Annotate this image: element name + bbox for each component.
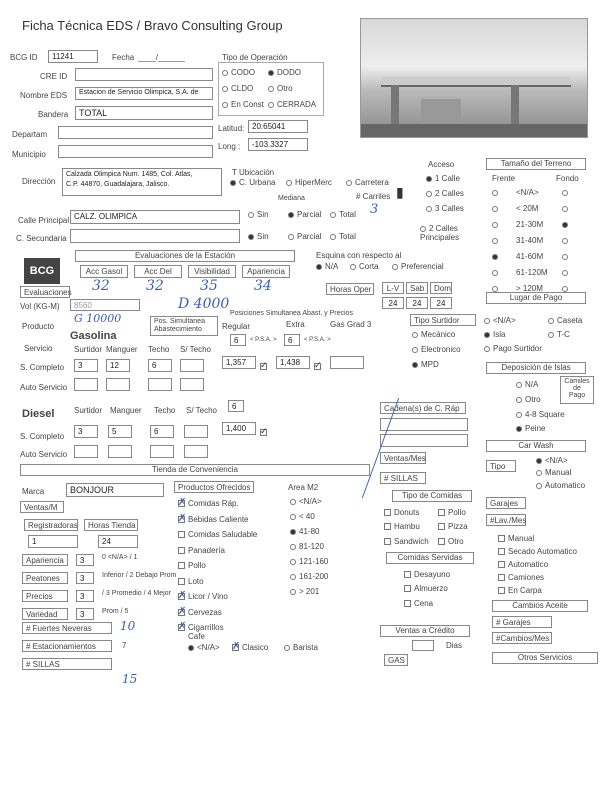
- score-label-precios: Precios: [22, 590, 68, 602]
- pago-na-radio[interactable]: <N/A>: [484, 316, 516, 325]
- area-label: 41-80: [299, 527, 320, 536]
- pos-simult-header: Posiciones Simultanea Abast. y Precios: [230, 310, 353, 317]
- bandera-field[interactable]: TOTAL: [75, 106, 213, 120]
- evaluaciones-tag: Evaluaciones: [20, 286, 70, 298]
- acceso-2-calles-radio[interactable]: 2 Calles: [426, 189, 464, 198]
- eval-col-header: Apariencia: [242, 265, 290, 278]
- acceso-principales-radio[interactable]: 2 Calles Principales: [420, 224, 460, 242]
- pollo-check[interactable]: Pollo: [438, 508, 466, 517]
- frente-radio-4[interactable]: [492, 252, 501, 261]
- regular-label: Regular: [222, 322, 251, 331]
- score-field-precios[interactable]: 3: [76, 590, 94, 602]
- hambu-check[interactable]: Hambu: [384, 522, 420, 531]
- area-label: <N/A>: [299, 497, 322, 506]
- cre-id-field[interactable]: [75, 68, 213, 81]
- diesel-service-field[interactable]: 5: [108, 425, 132, 438]
- acceso-label: Acceso: [428, 160, 455, 169]
- grad3-price-field[interactable]: [330, 356, 364, 369]
- dia-header: Dom: [430, 282, 452, 294]
- fecha-label: Fecha: [112, 53, 135, 62]
- ubicacion-label: T Ubicación: [232, 168, 275, 177]
- credito-pct-field[interactable]: [412, 640, 434, 651]
- frente-radio-0[interactable]: [492, 188, 501, 197]
- horas-oper-label: Horas Oper: [326, 283, 374, 295]
- tipo-comidas-header: Tipo de Comidas: [392, 490, 472, 502]
- eval-col-header: Acc Del: [134, 265, 182, 278]
- diesel-auto-field[interactable]: [150, 445, 174, 458]
- desayuno-check[interactable]: Desayuno: [404, 570, 450, 579]
- diesel-service-field[interactable]: 6: [150, 425, 174, 438]
- gas-service-field[interactable]: 3: [74, 359, 98, 372]
- cambios-aceite-header: Cambios Aceite: [492, 600, 588, 612]
- producto-label: Cigarrillos: [188, 623, 224, 632]
- otros-servicios-header: Otros Servicios: [492, 652, 598, 664]
- sandwich-check[interactable]: Sandwich: [384, 537, 429, 546]
- cafe-na-radio[interactable]: <N/A>: [188, 643, 220, 652]
- direccion-line-1: Calzada Olimpica Num. 1485, Col. Atlas,: [66, 171, 193, 178]
- horas-field[interactable]: 24: [406, 297, 428, 309]
- score-label-peatones: Peatones: [22, 572, 68, 584]
- nombre-field[interactable]: Estacion de Servicio Olimpica, S.A. de: [75, 87, 213, 100]
- bcg-logo: BCG: [24, 258, 60, 284]
- producto-check[interactable]: [178, 577, 204, 586]
- score-field-peatones[interactable]: 3: [76, 572, 94, 584]
- deposicion-peine-radio[interactable]: Peine: [516, 424, 545, 433]
- diesel-label: Diesel: [22, 408, 55, 420]
- area-label: 121-160: [299, 557, 329, 566]
- donuts-check[interactable]: Donuts: [384, 508, 419, 517]
- producto-check[interactable]: [178, 546, 225, 555]
- diesel-manguer-label: Manguer: [110, 406, 142, 415]
- carriles-label: # Carriles: [356, 192, 391, 201]
- eval-col-value: 32: [146, 278, 164, 294]
- vol-field[interactable]: 8560: [70, 299, 140, 311]
- score-label-variedad: Variedad: [22, 608, 68, 620]
- gas-service-field[interactable]: 6: [148, 359, 172, 372]
- fondo-radio-1[interactable]: [562, 204, 571, 213]
- producto-label: Pollo: [188, 561, 206, 570]
- servicio-secado-check[interactable]: Secado Automatico: [498, 547, 577, 556]
- otro-comida-check[interactable]: Otro: [438, 537, 464, 546]
- area-radio[interactable]: [290, 557, 328, 566]
- municipio-label: Municipio: [12, 150, 46, 159]
- direccion-label: Dirección: [22, 177, 56, 186]
- score-field-variedad[interactable]: 3: [76, 608, 94, 620]
- frente-radio-6[interactable]: [492, 284, 501, 293]
- diesel-price-check[interactable]: [260, 424, 270, 442]
- mediana-sin-radio[interactable]: Sin: [248, 210, 269, 219]
- latitud-label: Latitud:: [218, 124, 245, 133]
- frente-label: Frente: [492, 174, 516, 183]
- tamano-row-label: 41-60M: [516, 252, 544, 261]
- horas-tienda-label: Horas Tienda: [84, 519, 138, 531]
- tamano-row-label: 31-40M: [516, 236, 544, 245]
- cerrada-radio[interactable]: CERRADA: [268, 100, 316, 109]
- sec-parcial-radio[interactable]: Parcial: [288, 232, 321, 241]
- producto-label: Cervezas: [188, 607, 222, 617]
- carretera-radio[interactable]: Carretera: [346, 178, 389, 187]
- handwritten-line: [362, 398, 459, 498]
- servicio-automatico-check[interactable]: Automatico: [498, 560, 548, 569]
- area-radio[interactable]: [290, 497, 322, 506]
- eval-col-value: 32: [92, 278, 110, 294]
- dia-header: Sab: [406, 282, 428, 294]
- producto-label: Panadería: [188, 545, 225, 555]
- sillas-label: # SILLAS: [380, 472, 426, 484]
- nombre-label: Nombre EDS: [20, 91, 68, 100]
- producto-label: Comidas Saludable: [188, 530, 258, 539]
- diesel-auto-servicio-label: Auto Servicio: [20, 450, 68, 459]
- score-scale: / 3 Promedio / 4 Mejor: [102, 590, 171, 597]
- fondo-radio-5[interactable]: [562, 268, 571, 277]
- calle-principal-field[interactable]: CALZ. OLIMPICA: [70, 210, 240, 224]
- page-title: Ficha Técnica EDS / Bravo Consulting Group: [22, 18, 283, 33]
- regular-psa: < P.S.A. >: [250, 337, 277, 343]
- tienda-sillas-value: 15: [122, 672, 138, 686]
- car-wash-tipo-label: Tipo: [486, 460, 516, 472]
- gas-auto-field[interactable]: [180, 378, 204, 391]
- regular-price-check[interactable]: [260, 358, 270, 376]
- diesel-price-field[interactable]: 1,400: [222, 422, 256, 435]
- garajes2-label: # Garajes: [492, 616, 552, 628]
- area-radio[interactable]: [290, 527, 319, 536]
- frente-radio-5[interactable]: [492, 268, 501, 277]
- pago-caseta-radio[interactable]: Caseta: [548, 316, 582, 325]
- estacionamientos-label: # Estacionamientos: [22, 640, 112, 652]
- extra-label: Extra: [286, 320, 305, 329]
- c-secundaria-field[interactable]: [70, 229, 240, 243]
- score-scale: 0 <N/A> / 1: [102, 554, 138, 561]
- marca-field[interactable]: BONJOUR: [66, 483, 164, 497]
- producto-label: Loto: [188, 576, 204, 586]
- diesel-auto-field[interactable]: [108, 445, 132, 458]
- fondo-radio-0[interactable]: [562, 188, 571, 197]
- s-completo-label: S. Completo: [20, 363, 65, 372]
- ventas-mes-label: Ventas/Mes: [380, 452, 426, 464]
- deposicion-na-radio[interactable]: N/A: [516, 380, 538, 389]
- direccion-field[interactable]: [62, 168, 222, 196]
- area-radio[interactable]: [290, 572, 328, 581]
- area-radio[interactable]: [290, 542, 324, 551]
- tamano-row-label: 61-120M: [516, 268, 548, 277]
- station-photo: [360, 18, 588, 138]
- frente-radio-3[interactable]: [492, 236, 501, 245]
- horas-field[interactable]: 24: [430, 297, 452, 309]
- bcg-id-field[interactable]: 11241: [48, 50, 98, 63]
- esquina-na-radio[interactable]: N/A: [316, 262, 338, 271]
- manguer-label: Manguer: [106, 345, 138, 354]
- cafe-label: Cafe: [188, 632, 205, 641]
- gas-label: GAS: [384, 654, 408, 666]
- servicio-en-carpa-check[interactable]: En Carpa: [498, 586, 542, 595]
- frente-radio-2[interactable]: [492, 220, 501, 229]
- score-field-apariencia[interactable]: 3: [76, 554, 94, 566]
- long-label: Long :: [218, 142, 241, 151]
- camiles-pago-label: Camiles de Pago: [560, 376, 594, 404]
- mpd-radio[interactable]: MPD: [412, 360, 439, 369]
- fondo-label: Fondo: [556, 174, 579, 183]
- comidas-servidas-header: Comidas Servidas: [386, 552, 474, 564]
- s-techo-label: S/ Techo: [180, 345, 211, 354]
- long-field[interactable]: -103.3327: [248, 138, 308, 151]
- cldo-radio[interactable]: CLDO: [222, 84, 253, 93]
- fecha-field[interactable]: ____/______: [138, 53, 185, 62]
- registradoras-field[interactable]: 1: [28, 535, 78, 548]
- gas-service-field[interactable]: 12: [106, 359, 130, 372]
- cambios-mes-label: #Cambios/Mes: [492, 632, 552, 644]
- cadena-label: Cadena(s) de C. Ráp: [380, 402, 466, 414]
- sec-sin-radio[interactable]: Sin: [248, 232, 269, 241]
- fondo-radio-3[interactable]: [562, 236, 571, 245]
- techo-label: Techo: [148, 345, 170, 354]
- diesel-pos-field[interactable]: 6: [228, 400, 244, 412]
- tienda-header: Tienda de Conveniencia: [20, 464, 370, 476]
- area-m2-label: Area M2: [288, 483, 319, 492]
- almuerzo-check[interactable]: Almuerzo: [404, 584, 448, 593]
- regular-pos-field[interactable]: 6: [230, 334, 246, 346]
- mediana-label: Mediana: [278, 195, 305, 202]
- eval-col-header: Acc Gasol: [80, 265, 128, 278]
- otro-radio[interactable]: Otro: [268, 84, 293, 93]
- servicio-label: Servicio: [24, 344, 53, 353]
- tienda-sillas-label: # SILLAS: [22, 658, 112, 670]
- tipo-surtidor-label: Tipo Surtidor: [410, 314, 476, 326]
- sec-total-radio[interactable]: Total: [330, 232, 356, 241]
- regular-price-field[interactable]: 1,357: [222, 356, 256, 369]
- score-scale: Prom / 5: [102, 608, 129, 615]
- municipio-field[interactable]: [58, 145, 213, 158]
- ventas-credito-header: Ventas a Crédito: [380, 625, 470, 637]
- esquina-corta-radio[interactable]: Corta: [350, 262, 379, 271]
- extra-pos-field[interactable]: 6: [284, 334, 300, 346]
- acceso-3-calles-radio[interactable]: 3 Calles: [426, 204, 464, 213]
- cafe-clasico-radio[interactable]: ✗ Clasico: [232, 643, 268, 652]
- mediana-total-radio[interactable]: Total: [330, 210, 356, 219]
- servicio-camiones-check[interactable]: Camiones: [498, 573, 544, 582]
- registradoras-label: Registradoras: [24, 519, 78, 531]
- departam-label: Departam: [12, 130, 48, 139]
- esquina-preferencial-radio[interactable]: Preferencial: [392, 262, 444, 271]
- pizza-check[interactable]: Pizza: [438, 522, 468, 531]
- area-label: < 40: [299, 512, 315, 521]
- area-label: 81-120: [299, 542, 324, 551]
- car-wash-manual-radio[interactable]: Manual: [536, 468, 571, 477]
- calle-principal-label: Calle Principal: [18, 216, 70, 225]
- score-scale: Inferior / 2 Debajo Prom: [102, 572, 177, 579]
- pago-isla-radio[interactable]: Isla: [484, 330, 505, 339]
- diesel-auto-field[interactable]: [74, 445, 98, 458]
- deposicion-square-radio[interactable]: 4-8 Square: [516, 410, 565, 419]
- producto-check[interactable]: [178, 592, 228, 601]
- horas-tienda-field[interactable]: 24: [98, 535, 138, 548]
- dias-label: Dias: [446, 641, 463, 650]
- latitud-field[interactable]: 20.65041: [248, 120, 308, 133]
- mecanico-radio[interactable]: Mecánico: [412, 330, 455, 339]
- gas-auto-field[interactable]: [74, 378, 98, 391]
- extra-psa: < P.S.A. >: [304, 337, 331, 343]
- cena-check[interactable]: Cena: [404, 599, 433, 608]
- esquina-label: Esquina con respecto al: [316, 251, 402, 260]
- producto-label: Producto: [22, 322, 55, 331]
- bcg-id-label: BCG ID: [10, 53, 38, 62]
- servicio-manual-check[interactable]: Manual: [498, 534, 534, 543]
- pago-tc-radio[interactable]: T-C: [548, 330, 570, 339]
- surtidor-label: Surtidor: [74, 345, 103, 354]
- auto-servicio-label: Auto Servicio: [20, 383, 68, 392]
- gasolina-label: Gasolina: [70, 330, 117, 342]
- producto-label: Bebidas Caliente: [188, 514, 249, 524]
- tipo-operacion-label: Tipo de Operación: [222, 53, 288, 62]
- tamano-terreno-header: Tamaño del Terreno: [486, 158, 586, 170]
- vol-label: Vol (KG-M): [20, 302, 60, 311]
- producto-check[interactable]: [178, 515, 248, 524]
- area-label: > 201: [299, 587, 320, 596]
- lav-mes-label: #Lav./Mes: [486, 514, 526, 526]
- fuertes-neveras-label: # Fuertes Neveras: [22, 622, 112, 634]
- departam-field[interactable]: [58, 126, 213, 139]
- bandera-label: Bandera: [38, 110, 69, 119]
- area-label: 161-200: [299, 572, 329, 581]
- fondo-radio-4[interactable]: [562, 252, 571, 261]
- gas-auto-field[interactable]: [148, 378, 172, 391]
- hipermerc-radio[interactable]: HiperMerc: [286, 178, 332, 187]
- diesel-s-completo-label: S. Completo: [20, 432, 65, 441]
- acceso-1-calle-radio[interactable]: 1 Calle: [426, 174, 460, 183]
- pos-simult-label: Pos. Simultanea Abastecimiento: [150, 316, 218, 336]
- car-wash-na-radio[interactable]: <N/A>: [536, 456, 568, 465]
- tamano-row-label: > 120M: [516, 284, 543, 293]
- marca-label: Marca: [22, 487, 45, 496]
- diesel-auto-field[interactable]: [184, 445, 208, 458]
- tamano-row-label: < 20M: [516, 204, 539, 213]
- producto-label: Licor / Vino: [188, 592, 228, 601]
- producto-check[interactable]: [178, 608, 222, 617]
- eval-col-header: Visibilidad: [188, 265, 236, 278]
- deposicion-otro-radio[interactable]: Otro: [516, 395, 541, 404]
- eval-col-value: 34: [254, 278, 272, 294]
- fuertes-neveras-value: 10: [120, 619, 136, 633]
- area-radio[interactable]: [290, 512, 315, 521]
- horas-field[interactable]: 24: [382, 297, 404, 309]
- car-wash-automatico-radio[interactable]: Automatico: [536, 481, 585, 490]
- garajes-label: Garajes: [486, 497, 526, 509]
- direccion-line-2: C.P. 44870, Guadalajara, Jalisco.: [66, 181, 170, 188]
- extra-price-field[interactable]: 1,438: [276, 356, 310, 369]
- producto-check[interactable]: [178, 623, 224, 632]
- pago-surtidor-radio[interactable]: Pago Surtidor: [484, 344, 542, 353]
- diesel-s-techo-field[interactable]: [184, 425, 208, 438]
- tamano-row-label: <N/A>: [516, 188, 539, 197]
- eval-col-value: 35: [200, 278, 218, 294]
- diesel-service-field[interactable]: 3: [74, 425, 98, 438]
- frente-radio-1[interactable]: [492, 204, 501, 213]
- car-wash-header: Car Wash: [486, 440, 586, 452]
- vol-g-value: G 10000: [74, 312, 122, 325]
- evaluaciones-header: Evaluaciones de la Estación: [75, 250, 295, 262]
- diesel-s-techo-label: S/ Techo: [186, 406, 217, 415]
- dodo-radio[interactable]: DODO: [268, 68, 301, 77]
- diesel-techo-label: Techo: [154, 406, 176, 415]
- gas-s-techo-field[interactable]: [180, 359, 204, 372]
- area-radio[interactable]: [290, 587, 319, 596]
- c-secundaria-label: C. Secundaria: [16, 234, 67, 243]
- score-label-apariencia: Apariencia: [22, 554, 68, 566]
- fondo-radio-6[interactable]: [562, 284, 571, 293]
- ventas-m-label: Ventas/M: [20, 501, 64, 513]
- diesel-surtidor-label: Surtidor: [74, 406, 103, 415]
- codo-radio[interactable]: CODO: [222, 68, 255, 77]
- dia-header: L-V: [382, 282, 404, 294]
- tamano-row-label: 21-30M: [516, 220, 544, 229]
- mediana-parcial-radio[interactable]: Parcial: [288, 210, 321, 219]
- extra-price-check[interactable]: [314, 358, 324, 376]
- traffic-light-icon: ▮: [396, 184, 404, 200]
- fondo-radio-2[interactable]: [562, 220, 571, 229]
- deposicion-header: Deposición de Islas: [486, 362, 586, 374]
- carriles-value: 3: [370, 202, 379, 217]
- producto-check[interactable]: [178, 499, 239, 508]
- urbana-radio[interactable]: C. Urbana: [230, 178, 275, 187]
- lugar-pago-header: Lugar de Pago: [486, 292, 586, 304]
- gas-auto-field[interactable]: [106, 378, 130, 391]
- cre-id-label: CRE ID: [40, 72, 68, 81]
- en-const-radio[interactable]: En Const: [222, 100, 264, 109]
- electronico-radio[interactable]: Electronico: [412, 345, 461, 354]
- producto-label: Comidas Ráp.: [188, 499, 239, 508]
- vol-d-value: D 4000: [178, 296, 230, 312]
- productos-ofrecidos-label: Productos Ofrecidos: [174, 481, 254, 493]
- producto-check[interactable]: [178, 561, 206, 570]
- producto-check[interactable]: [178, 530, 257, 539]
- cafe-barista-radio[interactable]: Barista: [284, 643, 318, 652]
- gas-grad3-label: Gas Grad 3: [330, 320, 372, 329]
- estacionamientos-value: 7: [122, 641, 127, 650]
